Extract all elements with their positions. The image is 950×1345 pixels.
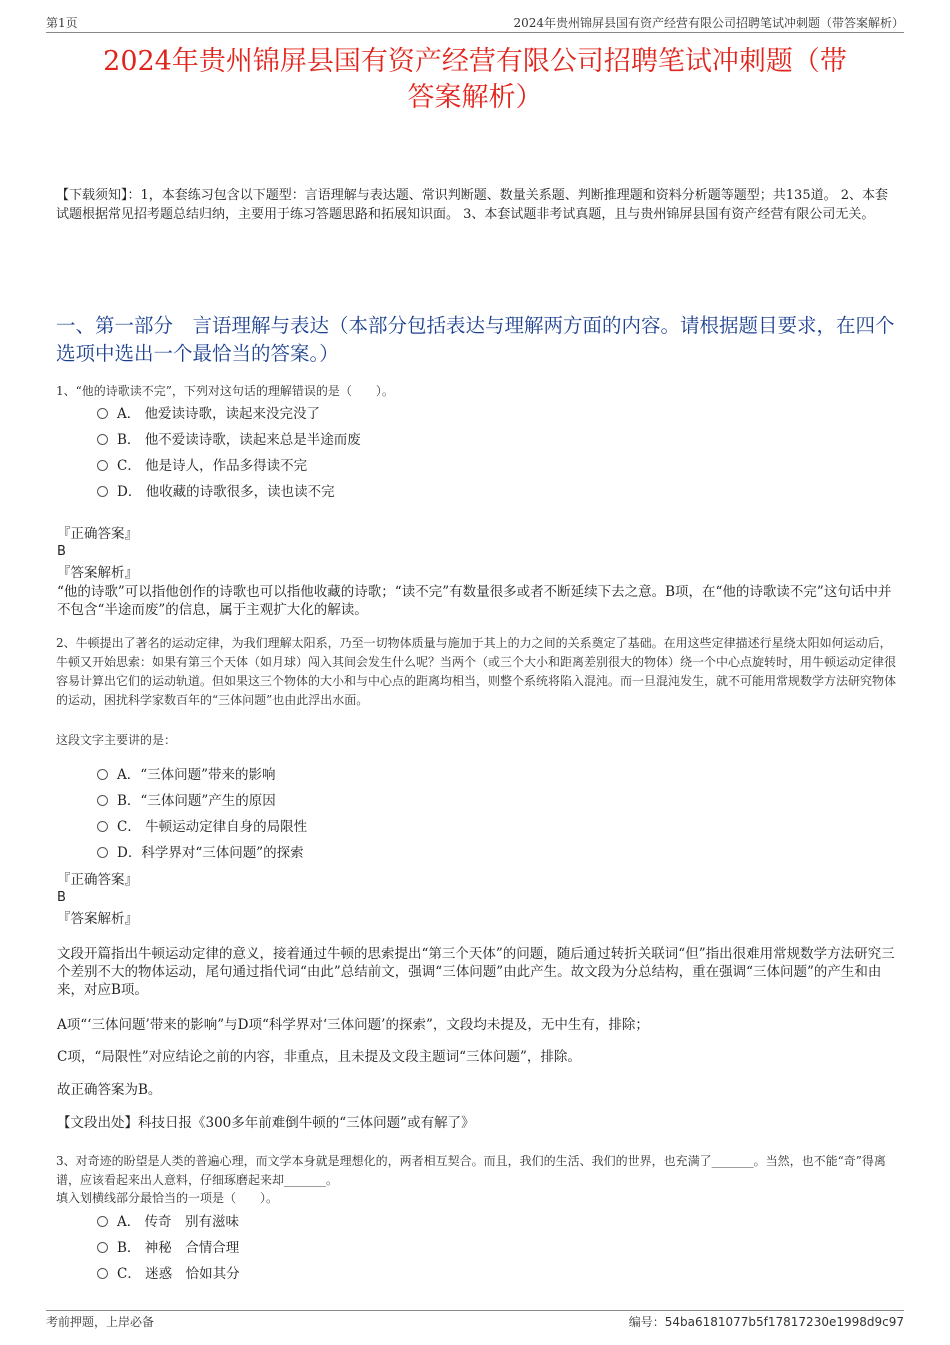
title-line-2: 答案解析） xyxy=(407,82,543,113)
question-2-source: 【文段出处】科技日报《300多年前难倒牛顿的“三体问题”或有解了》 xyxy=(57,1115,475,1131)
footer-code-label: 编号： xyxy=(628,1315,665,1329)
page-header xyxy=(46,14,904,32)
radio-icon[interactable] xyxy=(97,460,108,471)
option-label: C． 他是诗人，作品多得读不完 xyxy=(117,458,308,474)
radio-icon[interactable] xyxy=(97,847,108,858)
option-label: C． 迷惑 恰如其分 xyxy=(117,1266,240,1282)
question-3-prompt: 填入划横线部分最恰当的一项是（ ）。 xyxy=(56,1191,279,1205)
footer-code: 54ba6181077b5f17817230e1998d9c97 xyxy=(664,1315,904,1329)
question-1-analysis-label: 『答案解析』 xyxy=(57,565,138,581)
footer-slogan: 考前押题，上岸必备 xyxy=(46,1315,155,1329)
option-label: D．科学界对“三体问题”的探索 xyxy=(117,845,304,861)
page-footer xyxy=(46,1313,904,1331)
question-1-answer-label: 『正确答案』 xyxy=(57,526,138,542)
radio-icon[interactable] xyxy=(97,769,108,780)
header-divider xyxy=(46,32,904,33)
radio-icon[interactable] xyxy=(97,1268,108,1279)
question-3-option-b[interactable] xyxy=(97,1239,239,1257)
radio-icon[interactable] xyxy=(97,821,108,832)
option-label: D． 他收藏的诗歌很多，读也读不完 xyxy=(117,484,335,500)
option-label: B． 他不爱读诗歌，读起来总是半途而废 xyxy=(117,432,361,448)
option-label: A．“三体问题”带来的影响 xyxy=(117,767,276,783)
question-2-prompt: 这段文字主要讲的是： xyxy=(56,733,177,747)
question-2-analysis-p3: C项，“局限性”对应结论之前的内容，非重点，且未提及文段主题词“三体问题”，排除。 xyxy=(57,1049,581,1065)
question-2-option-a[interactable] xyxy=(97,766,276,784)
question-1-option-d[interactable] xyxy=(97,483,335,501)
question-3-option-c[interactable] xyxy=(97,1265,240,1283)
radio-icon[interactable] xyxy=(97,486,108,497)
question-3-stem: 3、对奇迹的盼望是人类的普遍心理，而文学本身就是理想化的，两者相互契合。而且，我们的生活、我们的世界，也充满了_______。当然，也不能“奇”得离谱，应该看起来出人意料，仔细琢磨起来却_______。 xyxy=(56,1154,886,1187)
question-2-option-d[interactable] xyxy=(97,844,304,862)
option-label: B． 神秘 合情合理 xyxy=(117,1240,240,1256)
header-doc-title: 2024年贵州锦屏县国有资产经营有限公司招聘笔试冲刺题（带答案解析） xyxy=(513,16,904,30)
page-number: 第1页 xyxy=(46,16,78,30)
question-1-stem: 1、“他的诗歌读不完”，下列对这句话的理解错误的是（ ）。 xyxy=(56,384,394,398)
question-2-analysis-p2: A项“‘三体问题’带来的影响”与D项“科学界对‘三体问题’的探索”，文段均未提及，无中生有，排除； xyxy=(57,1017,649,1033)
question-2-analysis-label: 『答案解析』 xyxy=(57,911,138,927)
question-2-analysis-p1: 文段开篇指出牛顿运动定律的意义，接着通过牛顿的思索提出“第三个天体”的问题，随后通过转折关联词“但”指出很难用常规数学方法研究三个差别不大的物体运动，尾句通过指代词“由此”总结前文，强调“三体问题”由此产生。故文段为分总结构，重在强调“三体问题”的产生和由来，对应B项。 xyxy=(57,946,895,998)
question-3-option-a[interactable] xyxy=(97,1213,239,1231)
question-1-answer: B xyxy=(57,544,66,559)
title-line-1: 2024年贵州锦屏县国有资产经营有限公司招聘笔试冲刺题（带 xyxy=(103,46,847,77)
footer-code-block xyxy=(629,1313,904,1330)
option-label: A． 传奇 别有滋味 xyxy=(117,1214,240,1230)
option-label: C． 牛顿运动定律自身的局限性 xyxy=(117,819,308,835)
radio-icon[interactable] xyxy=(97,1242,108,1253)
document-title xyxy=(48,44,902,116)
question-2-option-b[interactable] xyxy=(97,792,276,810)
option-label: A． 他爱读诗歌，读起来没完没了 xyxy=(117,406,321,422)
question-2-stem: 2、牛顿提出了著名的运动定律，为我们理解太阳系，乃至一切物体质量与施加于其上的力之间的关系奠定了基础。在用这些定律描述行星绕太阳如何运动后，牛顿又开始思索：如果有第三个天体（如月球）闯入其间会发生什么呢？当两个（或三个大小和距离差别很大的物体）绕一个中心点旋转时，用牛顿运动定律很容易计算出它们的运动轨道。但如果这三个物体的大小和与中心点的距离均相当，则整个系统将陷入混沌。而一旦混沌发生，就不可能用常规数学方法研究物体的运动，困扰科学家数百年的“三体问题”也由此浮出水面。 xyxy=(56,636,897,707)
question-2-analysis-p4: 故正确答案为B。 xyxy=(57,1082,162,1098)
question-2-option-c[interactable] xyxy=(97,818,307,836)
radio-icon[interactable] xyxy=(97,1216,108,1227)
question-1-analysis: “他的诗歌”可以指他创作的诗歌也可以指他收藏的诗歌；“读不完”有数量很多或者不断延续下去之意。B项，在“他的诗歌读不完”这句话中并不包含“半途而废”的信息，属于主观扩大化的解读。 xyxy=(57,584,892,618)
question-1-option-a[interactable] xyxy=(97,405,320,423)
option-label: B．“三体问题”产生的原因 xyxy=(117,793,276,809)
question-1-option-c[interactable] xyxy=(97,457,307,475)
question-2-answer: B xyxy=(57,890,66,905)
section-heading: 一、第一部分 言语理解与表达（本部分包括表达与理解两方面的内容。请根据题目要求，在四个选项中选出一个最恰当的答案。） xyxy=(56,314,895,365)
radio-icon[interactable] xyxy=(97,434,108,445)
footer-divider xyxy=(46,1310,904,1311)
radio-icon[interactable] xyxy=(97,408,108,419)
question-2-answer-label: 『正确答案』 xyxy=(57,872,138,888)
radio-icon[interactable] xyxy=(97,795,108,806)
question-1-option-b[interactable] xyxy=(97,431,361,449)
download-notice: 【下载须知】：1，本套练习包含以下题型：言语理解与表达题、常识判断题、数量关系题、判断推理题和资料分析题等题型；共135道。 2、本套试题根据常见招考题总结归纳，主要用于练习答题思路和拓展知识面。 3、本套试题非考试真题，且与贵州锦屏县国有资产经营有限公司无关。 xyxy=(56,188,888,222)
